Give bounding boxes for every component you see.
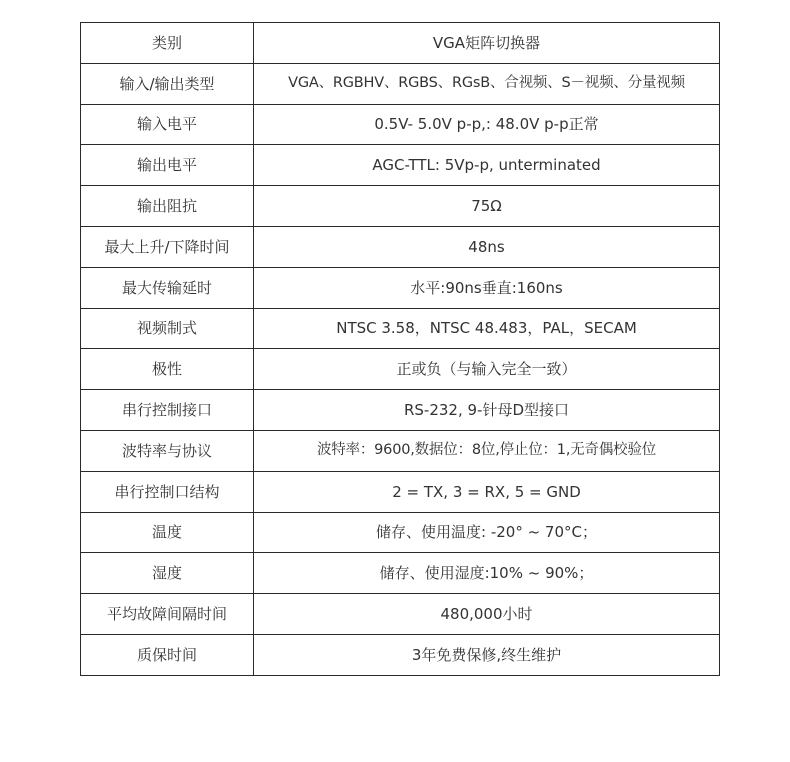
- row-value: VGA矩阵切换器: [254, 23, 720, 64]
- row-value: 储存、使用温度: -20° ~ 70°C；: [254, 512, 720, 553]
- row-value: 48ns: [254, 226, 720, 267]
- row-label: 输入电平: [81, 104, 254, 145]
- row-value: RS-232, 9-针母D型接口: [254, 390, 720, 431]
- row-label: 波特率与协议: [81, 430, 254, 471]
- row-value: 3年免费保修,终生维护: [254, 634, 720, 675]
- row-label: 温度: [81, 512, 254, 553]
- table-row: [81, 267, 720, 308]
- row-label: 最大上升/下降时间: [81, 226, 254, 267]
- row-value: 2 = TX, 3 = RX, 5 = GND: [254, 471, 720, 512]
- row-value: 储存、使用湿度:10% ~ 90%；: [254, 553, 720, 594]
- row-label: 类别: [81, 23, 254, 64]
- row-label: 视频制式: [81, 308, 254, 349]
- row-value: AGC-TTL: 5Vp-p, unterminated: [254, 145, 720, 186]
- table-row: [81, 430, 720, 471]
- table-row: [81, 634, 720, 675]
- table-row: [81, 226, 720, 267]
- table-row: [81, 471, 720, 512]
- table-row: [81, 145, 720, 186]
- row-value: VGA、RGBHV、RGBS、RGsB、合视频、S－视频、分量视频: [254, 63, 720, 104]
- table-row: [81, 553, 720, 594]
- row-value: 正或负（与输入完全一致）: [254, 349, 720, 390]
- row-label: 湿度: [81, 553, 254, 594]
- row-label: 串行控制口结构: [81, 471, 254, 512]
- row-value: NTSC 3.58，NTSC 48.483，PAL，SECAM: [254, 308, 720, 349]
- spec-table: [80, 22, 720, 676]
- row-value: 480,000小时: [254, 594, 720, 635]
- row-value: 75Ω: [254, 186, 720, 227]
- table-row: [81, 512, 720, 553]
- row-value: 0.5V- 5.0V p-p,: 48.0V p-p正常: [254, 104, 720, 145]
- row-label: 输入/输出类型: [81, 63, 254, 104]
- row-label: 输出电平: [81, 145, 254, 186]
- row-label: 平均故障间隔时间: [81, 594, 254, 635]
- table-row: [81, 63, 720, 104]
- table-row: [81, 594, 720, 635]
- row-label: 质保时间: [81, 634, 254, 675]
- row-value: 水平:90ns垂直:160ns: [254, 267, 720, 308]
- row-label: 串行控制接口: [81, 390, 254, 431]
- row-value: 波特率：9600,数据位：8位,停止位：1,无奇偶校验位: [254, 430, 720, 471]
- table-row: [81, 308, 720, 349]
- row-label: 最大传输延时: [81, 267, 254, 308]
- table-row: [81, 23, 720, 64]
- row-label: 极性: [81, 349, 254, 390]
- table-row: [81, 104, 720, 145]
- row-label: 输出阻抗: [81, 186, 254, 227]
- table-row: [81, 349, 720, 390]
- table-row: [81, 186, 720, 227]
- table-row: [81, 390, 720, 431]
